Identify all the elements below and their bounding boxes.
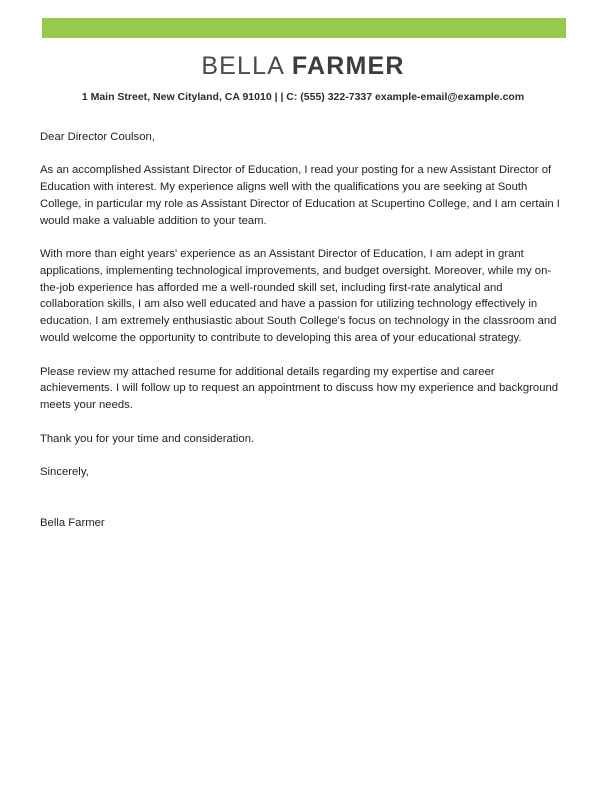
- last-name: FARMER: [291, 52, 405, 80]
- letter-body: [38, 129, 568, 532]
- signature-name: Bella Farmer: [40, 517, 105, 530]
- letter-paragraph-3: Please review my attached resume for additional details regarding my expertise and career achievements. I will follow up to request an appointment to discuss how my experience and background meets your needs.: [40, 365, 559, 411]
- closing-line: Sincerely,: [40, 466, 89, 479]
- letter-paragraph-2: With more than eight years' experience as an Assistant Director of Education, I am adept in grant applications, implementing technological improvements, and budget oversight. Moreover, while my on-the-job experience has afforded me a well-rounded skill set, including first-rate analytical and collaboration skills, I am also well educated and have a passion for utilizing technology effectively in education. I am extremely enthusiastic about South College's focus on technology in the classroom and would welcome the opportunity to contribute to developing this area of your educational strategy.: [40, 248, 557, 344]
- salutation: Dear Director Coulson,: [40, 131, 155, 143]
- contact-info: 1 Main Street, New Cityland, CA 91010 | | C: (555) 322-7337 example-email@example.com: [81, 91, 525, 103]
- letter-content: [38, 52, 568, 532]
- letter-paragraph-1: As an accomplished Assistant Director of Education, I read your posting for a new Assistant Director of Education with interest. My experience aligns well with the qualifications you are seeking at South College, in particular my role as Assistant Director of Education at Scupertino College, and I am certain I would make a valuable addition to your team.: [40, 164, 560, 227]
- first-name: BELLA: [201, 52, 284, 80]
- accent-bar: [42, 18, 566, 38]
- letter-paragraph-4: Thank you for your time and consideration.: [40, 432, 255, 445]
- applicant-name: [38, 52, 568, 81]
